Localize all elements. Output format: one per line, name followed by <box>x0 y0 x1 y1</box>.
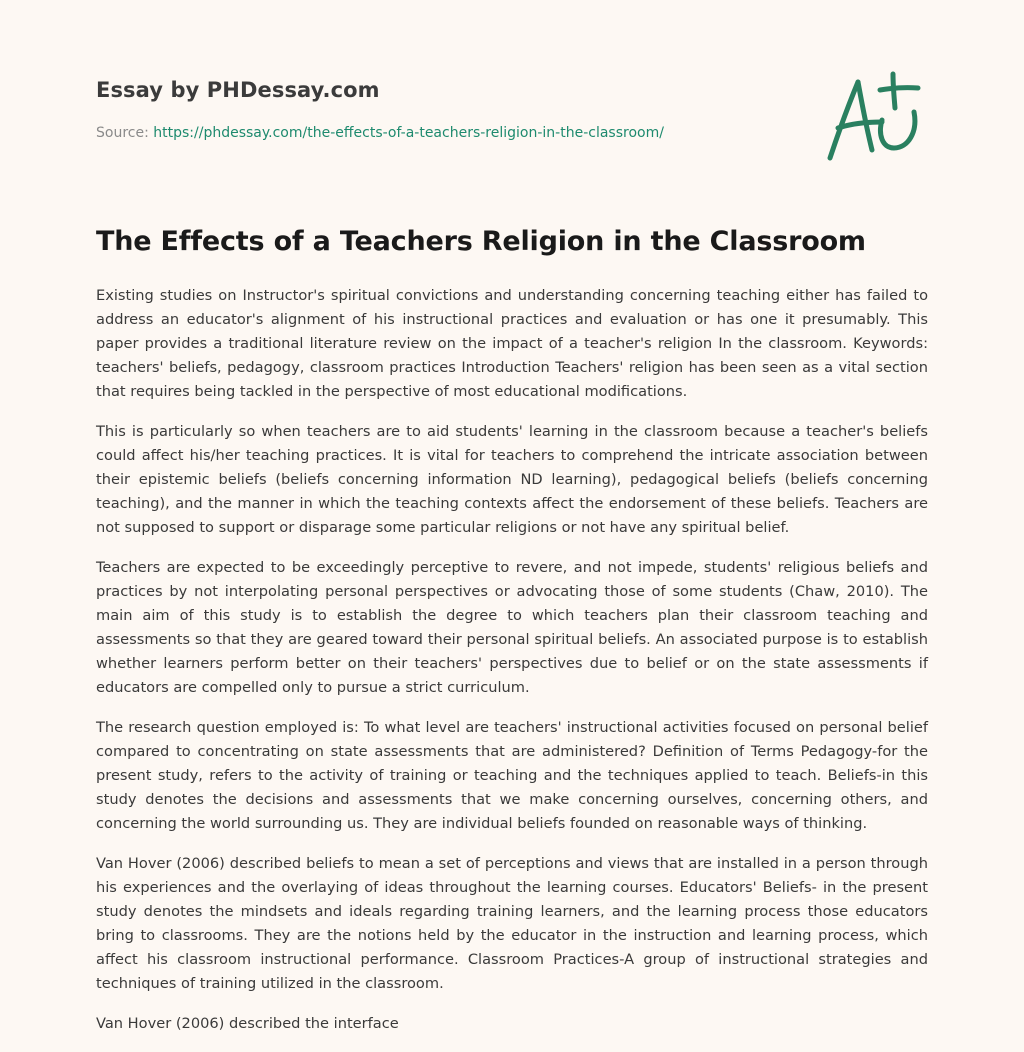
page-header <box>96 72 928 172</box>
essay-paragraph: Existing studies on Instructor's spiritual convictions and understanding concerning teaching either has failed to address an educator's alignment of his instructional practices and evaluation or has one it presumably. This paper provides a traditional literature review on the impact of a teacher's religion In the classroom. Keywords: teachers' beliefs, pedagogy, classroom practices Introduction Teachers' religion has been seen as a vital section that requires being tackled in the perspective of most educational modifications. <box>96 287 928 400</box>
site-title: Essay by PHDessay.com <box>96 78 380 102</box>
source-line <box>96 125 664 141</box>
essay-title: The Effects of a Teachers Religion in the Classroom <box>96 226 866 257</box>
essay-paragraph: Teachers are expected to be exceedingly perceptive to revere, and not impede, students' religious beliefs and practices by not interpolating personal perspectives or advocating those of some students (Chaw, 2010). The main aim of this study is to establish the degree to which teachers plan their classroom teaching and assessments so that they are geared toward their personal spiritual beliefs. An associated purpose is to establish whether learners perform better on their teachers' perspectives due to belief or on the state assessments if educators are compelled only to pursue a strict curriculum. <box>96 559 928 696</box>
source-link[interactable]: https://phdessay.com/the-effects-of-a-teachers-religion-in-the-classroom/ <box>153 125 664 141</box>
essay-paragraph: The research question employed is: To what level are teachers' instructional activities focused on personal belief compared to concentrating on state assessments that are administered? Definition of Terms Pedagogy-for the present study, refers to the activity of training or teaching and the techniques applied to teach. Beliefs-in this study denotes the decisions and assessments that we make concerning ourselves, concerning others, and concerning the world surrounding us. They are individual beliefs founded on reasonable ways of thinking. <box>96 719 928 832</box>
a-plus-grade-icon <box>822 68 928 166</box>
source-label: Source: <box>96 125 149 141</box>
essay-paragraph: Van Hover (2006) described the interface <box>96 1015 399 1032</box>
essay-paragraph: This is particularly so when teachers are to aid students' learning in the classroom because a teacher's beliefs could affect his/her teaching practices. It is vital for teachers to comprehend the intricate association between their epistemic beliefs (beliefs concerning information ND learning), pedagogical beliefs (beliefs concerning teaching), and the manner in which the teaching contexts affect the endorsement of these beliefs. Teachers are not supposed to support or disparage some particular religions or not have any spiritual belief. <box>96 423 928 536</box>
essay-paragraph: Van Hover (2006) described beliefs to mean a set of perceptions and views that are installed in a person through his experiences and the overlaying of ideas throughout the learning courses. Educators' Beliefs- in the present study denotes the mindsets and ideals regarding training learners, and the learning process those educators bring to classrooms. They are the notions held by the educator in the instruction and learning process, which affect his classroom instructional performance. Classroom Practices-A group of instructional strategies and techniques of training utilized in the classroom. <box>96 855 928 992</box>
essay-body <box>96 284 928 1052</box>
